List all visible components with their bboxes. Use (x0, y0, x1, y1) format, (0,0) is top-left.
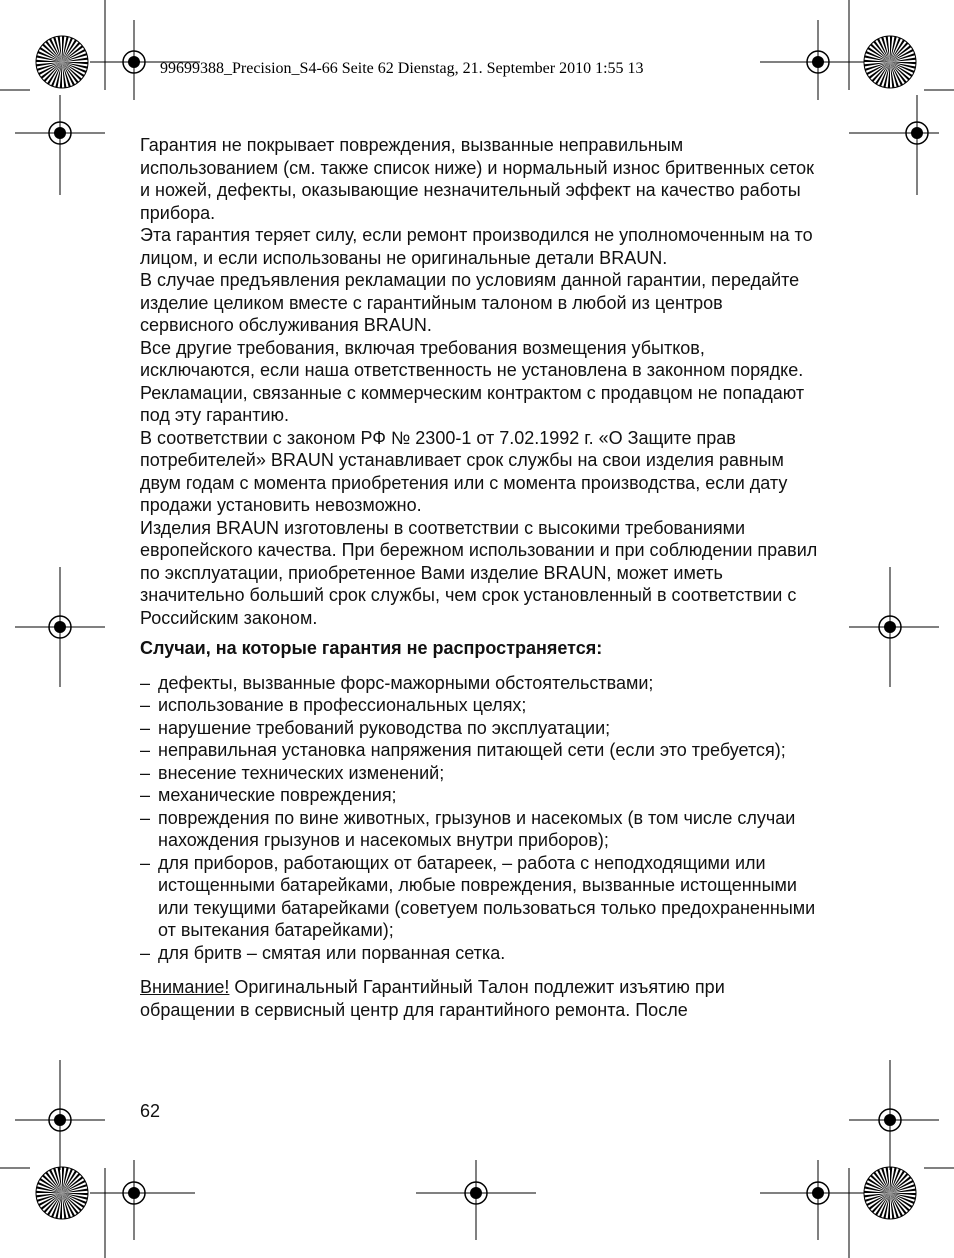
dash-bullet: – (140, 807, 151, 828)
paragraph: В соответствии с законом РФ № 2300-1 от 7.02.1992 г. «О Защите прав потребителей» BRAUN устанавливает срок службы на свои изделия равным двум годам с момента приобретения или с момента производства, если дату продажи установить невозможно. (140, 427, 788, 515)
paragraph: Эта гарантия теряет силу, если ремонт производился не уполномоченным на то лицом, и если использованы не оригинальные детали BRAUN. (140, 225, 813, 268)
list-item (140, 717, 820, 740)
dash-bullet: – (140, 695, 151, 715)
list-item-text: нарушение требований руководства по эксплуатации; (158, 717, 611, 738)
list-item-text: внесение технических изменений; (158, 762, 445, 783)
list-item-text: дефекты, вызванные форс-мажорными обстоятельствами; (158, 672, 654, 693)
starburst-target-icon (36, 36, 88, 88)
list-item-text: повреждения по вине животных, грызунов и насекомых (в том числе случаи нахождения грызунов и насекомых внутри приборов); (158, 807, 796, 850)
exclusions-list (140, 672, 820, 965)
attention-text: Оригинальный Гарантийный Талон подлежит изъятию при обращении в сервисный центр для гарантийного ремонта. После (140, 977, 725, 1020)
paragraph: Рекламации, связанные с коммерческим контрактом с продавцом не попадают под эту гарантию. (140, 382, 805, 425)
list-item (140, 942, 820, 965)
list-item-text: для приборов, работающих от батареек, – работа с неподходящими или истощенными батарейками, любые повреждения, вызванные истощенными или текущими батарейками (советуем пользоваться только предохраненными от вытекания батарейками); (158, 852, 816, 940)
list-item-text: механические повреждения; (158, 785, 397, 805)
attention-note (140, 976, 820, 1021)
list-item (140, 762, 820, 785)
paragraph: В случае предъявления рекламации по условиям данной гарантии, передайте изделие целиком вместе с гарантийным талоном в любой из центров сервисного обслуживания BRAUN. (140, 270, 800, 335)
attention-label: Внимание! (140, 977, 230, 997)
starburst-target-icon (864, 36, 916, 88)
list-item (140, 784, 820, 807)
paragraph: Изделия BRAUN изготовлены в соответствии с высокими требованиями европейского качества. При бережном использовании и при соблюдении правил по эксплуатации, приобретенное Вами изделие BRAUN, может иметь значительно больший срок службы, чем срок установленный в соответствии с Российским законом. (140, 517, 818, 628)
dash-bullet: – (140, 942, 151, 963)
starburst-target-icon (864, 1167, 916, 1219)
page-number: 62 (140, 1101, 161, 1121)
warranty-text (140, 134, 820, 1021)
dash-bullet: – (140, 740, 151, 760)
list-item (140, 852, 820, 942)
dash-bullet: – (140, 672, 151, 693)
list-item (140, 739, 820, 762)
section-heading: Случаи, на которые гарантия не распространяется: (140, 638, 603, 658)
list-item (140, 672, 820, 695)
starburst-target-icon (36, 1167, 88, 1219)
list-item-text: для бритв – смятая или порванная сетка. (158, 942, 506, 963)
list-item-text: неправильная установка напряжения питающей сети (если это требуется); (158, 740, 786, 760)
dash-bullet: – (140, 717, 151, 738)
list-item (140, 694, 820, 717)
print-imprint: 99699388_Precision_S4-66 Seite 62 Dienstag, 21. September 2010 1:55 13 (160, 60, 644, 77)
list-item-text: использование в профессиональных целях; (158, 695, 527, 715)
paragraph: Все другие требования, включая требования возмещения убытков, исключаются, если наша ответственность не установлена в законном порядке. (140, 337, 804, 380)
list-item (140, 807, 820, 852)
dash-bullet: – (140, 762, 151, 783)
dash-bullet: – (140, 785, 151, 805)
paragraph: Гарантия не покрывает повреждения, вызванные неправильным использованием (см. также список ниже) и нормальный износ бритвенных сеток и ножей, дефекты, оказывающие незначительный эффект на качество работы прибора. (140, 135, 815, 223)
dash-bullet: – (140, 852, 151, 873)
